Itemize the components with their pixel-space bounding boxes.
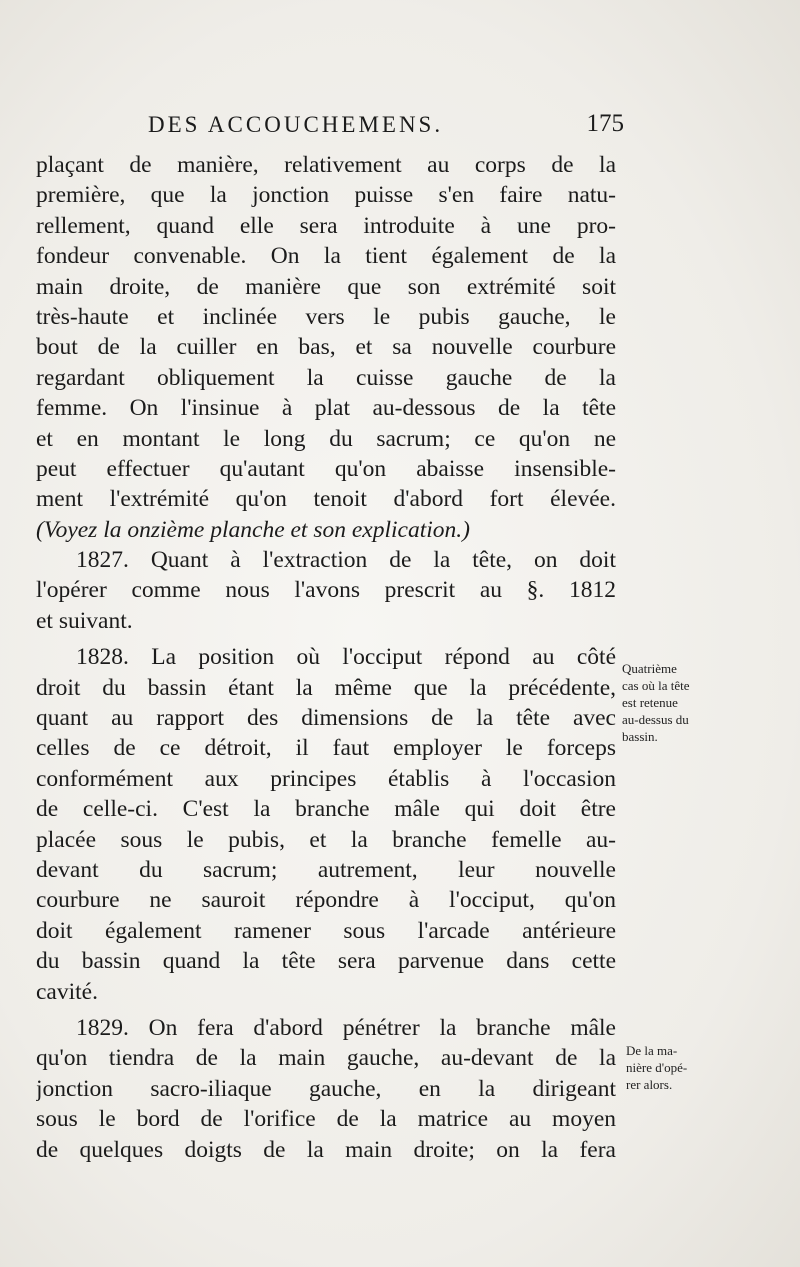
text-line: cavité. [36,978,98,1005]
text-line: sous le bord de l'orifice de la matrice au moyen [36,1106,616,1133]
text-line: regardant obliquement la cuisse gauche de la [36,364,616,391]
text-line: première, que la jonction puisse s'en faire natu- [36,182,616,209]
margin-note-line: nière d'opé- [626,1060,688,1075]
paragraph-1829-start: 1829. On fera d'abord pénétrer la branche mâle [76,1014,616,1041]
text-line: courbure ne sauroit répondre à l'occiput, qu'on [36,887,616,914]
paragraph-1827-start: 1827. Quant à l'extraction de la tête, on doit [76,547,616,574]
running-title: DES ACCOUCHEMENS. [148,112,444,137]
text-line: droit du bassin étant la même que la précédente, [36,674,616,701]
margin-note-line: au-dessus du [622,712,689,727]
text-line: celles de ce détroit, il faut employer le forceps [36,735,616,762]
page-number: 175 [586,110,624,137]
text-line: et en montant le long du sacrum; ce qu'on ne [36,425,616,452]
margin-note-fourth-case [622,660,690,745]
text-line: très-haute et inclinée vers le pubis gauche, le [36,303,616,330]
paragraph-1828-start: 1828. La position où l'occiput répond au côté [76,644,616,671]
text-line: bout de la cuiller en bas, et sa nouvelle courbure [36,334,616,361]
margin-note-line: rer alors. [626,1077,673,1092]
text-line: de celle-ci. C'est la branche mâle qui doit être [36,796,616,823]
margin-note-line: est retenue [622,695,678,710]
text-line: placée sous le pubis, et la branche femelle au- [36,826,616,853]
text-line: jonction sacro-iliaque gauche, en la dirigeant [36,1075,616,1102]
text-line: l'opérer comme nous l'avons prescrit au §. 1812 [36,577,616,604]
body-text [36,150,616,1165]
text-line: de quelques doigts de la main droite; on la fera [36,1136,616,1163]
text-line: du bassin quand la tête sera parvenue dans cette [36,948,616,975]
text-line: plaçant de manière, relativement au corps de la [36,152,616,178]
margin-note-line: Quatrième [622,661,677,676]
text-line: main droite, de manière que son extrémité soit [36,273,616,300]
page-header [148,112,624,146]
text-line: conformément aux principes établis à l'occasion [36,765,616,792]
text-line: peut effectuer qu'autant qu'on abaisse insensible- [36,455,616,482]
margin-note-line: bassin. [622,729,658,744]
margin-note-line: De la ma- [626,1043,678,1058]
text-line-reference: (Voyez la onzième planche et son explication.) [36,516,470,543]
text-line: femme. On l'insinue à plat au-dessous de la tête [36,395,616,422]
text-line: quant au rapport des dimensions de la tête avec [36,705,616,732]
text-line: ment l'extrémité qu'on tenoit d'abord fort élevée. [36,486,616,513]
margin-note-operation [626,1042,687,1093]
text-line: rellement, quand elle sera introduite à une pro- [36,212,616,239]
text-line: fondeur convenable. On la tient également de la [36,243,616,270]
text-line: qu'on tiendra de la main gauche, au-devant de la [36,1045,616,1072]
margin-note-line: cas où la tête [622,678,690,693]
text-line: devant du sacrum; autrement, leur nouvelle [36,856,616,883]
text-line: et suivant. [36,607,133,634]
text-line: doit également ramener sous l'arcade antérieure [36,917,616,944]
